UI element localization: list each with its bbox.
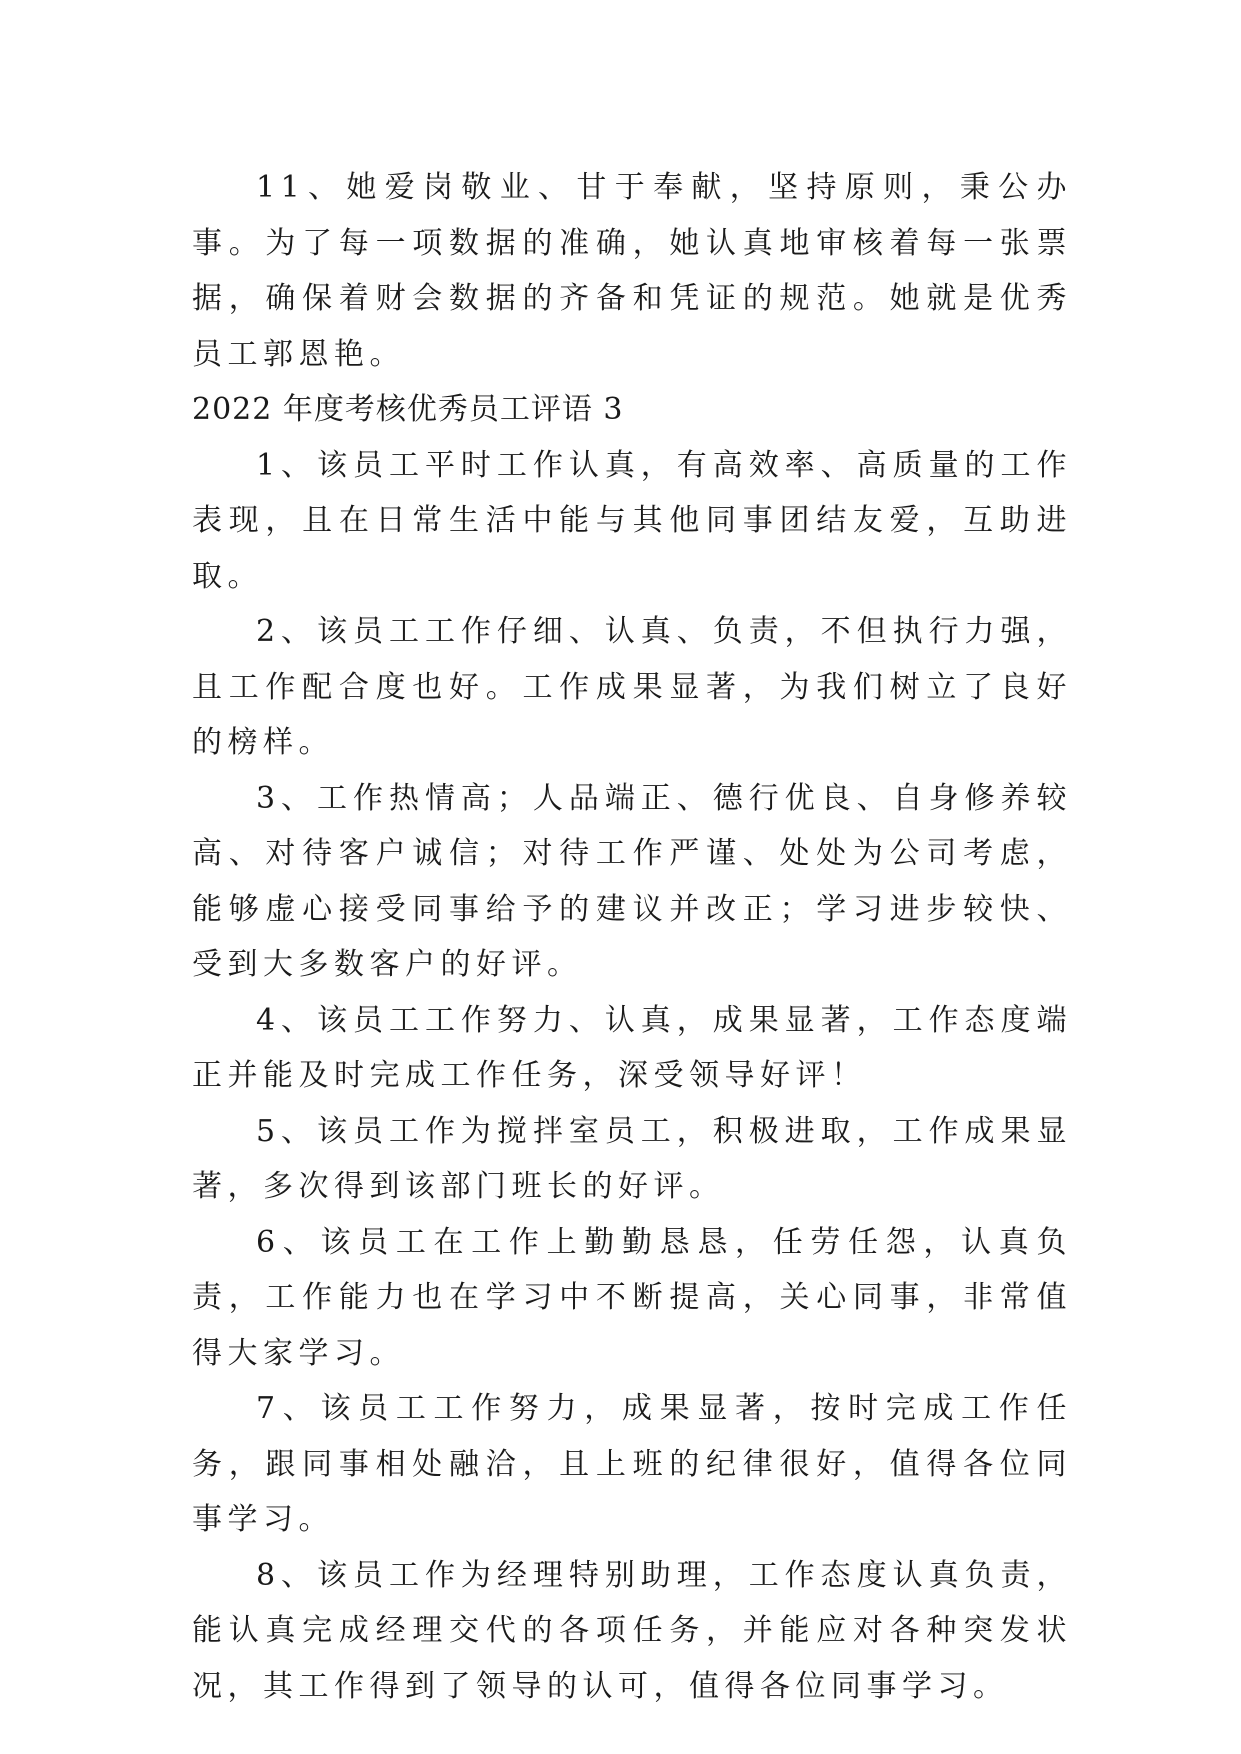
- document-page: [192, 160, 1072, 1714]
- evaluation-item-1: 1、该员工平时工作认真，有高效率、高质量的工作表现，且在日常生活中能与其他同事团结友爱，互助进取。: [192, 447, 1072, 594]
- evaluation-item-2: 2、该员工工作仔细、认真、负责，不但执行力强，且工作配合度也好。工作成果显著，为我们树立了良好的榜样。: [192, 614, 1072, 760]
- evaluation-item-8: 8、该员工作为经理特别助理，工作态度认真负责，能认真完成经理交代的各项任务，并能应对各种突发状况，其工作得到了领导的认可，值得各位同事学习。: [192, 1557, 1072, 1704]
- evaluation-item-4: 4、该员工工作努力、认真，成果显著，工作态度端正并能及时完成工作任务，深受领导好评！: [192, 1002, 1072, 1093]
- evaluation-item-5: 5、该员工作为搅拌室员工，积极进取，工作成果显著，多次得到该部门班长的好评。: [192, 1113, 1072, 1204]
- section-title: 2022 年度考核优秀员工评语 3: [192, 392, 624, 427]
- evaluation-item-3: 3、工作热情高；人品端正、德行优良、自身修养较高、对待客户诚信；对待工作严谨、处处为公司考虑，能够虚心接受同事给予的建议并改正；学习进步较快、受到大多数客户的好评。: [192, 780, 1072, 982]
- evaluation-item-7: 7、该员工工作努力，成果显著，按时完成工作任务，跟同事相处融洽，且上班的纪律很好，值得各位同事学习。: [192, 1391, 1072, 1537]
- evaluation-item-6: 6、该员工在工作上勤勤恳恳，任劳任怨，认真负责，工作能力也在学习中不断提高，关心同事，非常值得大家学习。: [192, 1224, 1072, 1371]
- paragraph-11: 11、她爱岗敬业、甘于奉献，坚持原则，秉公办事。为了每一项数据的准确，她认真地审核着每一张票据，确保着财会数据的齐备和凭证的规范。她就是优秀员工郭恩艳。: [192, 170, 1072, 372]
